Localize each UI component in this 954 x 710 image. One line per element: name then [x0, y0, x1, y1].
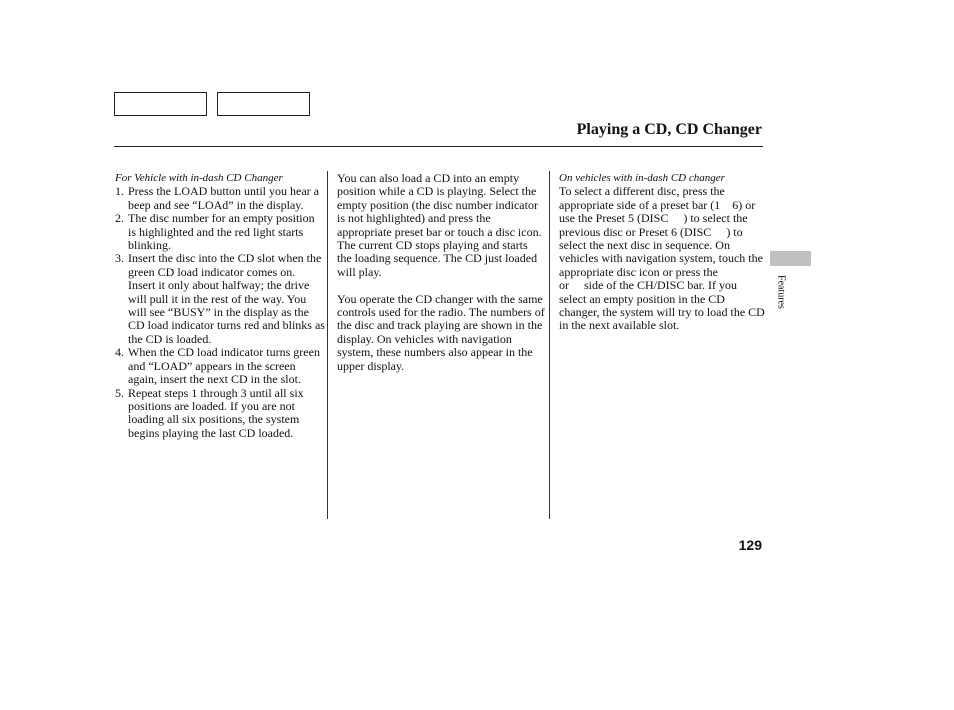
step-number: 1.	[115, 184, 124, 199]
step-3	[115, 252, 325, 346]
step-1	[115, 185, 325, 212]
step-number: 2.	[115, 211, 124, 226]
column-1-subhead: For Vehicle with in-dash CD Changer	[115, 172, 283, 184]
step-number: 5.	[115, 385, 124, 400]
step-text: Repeat steps 1 through 3 until all six positions are loaded. If you are not loading all six positions, the system begins playing the last CD loaded.	[128, 385, 304, 440]
step-text: Insert the disc into the CD slot when the green CD load indicator comes on. Insert it only about halfway; the drive will pull it in the rest of the way. You will see “BUSY” in the display as the CD load indicator turns red and blinks as the CD is loaded.	[128, 251, 325, 346]
step-text: When the CD load indicator turns green and “LOAD” appears in the screen again, insert the next CD in the slot.	[128, 345, 320, 387]
nav-box-left[interactable]	[114, 92, 207, 116]
column-divider-1	[327, 171, 328, 519]
column-3-subhead: On vehicles with in-dash CD changer	[559, 172, 725, 184]
section-tab	[770, 251, 811, 266]
column-divider-2	[549, 171, 550, 519]
title-rule	[114, 146, 763, 147]
column-2-paragraph-1: You can also load a CD into an empty position while a CD is playing. Select the empty position (the disc number indicator is not highlighted) and press the appropriate preset bar or touch a disc icon. The current CD stops playing and starts the loading sequence. The CD just loaded will play.	[337, 171, 542, 279]
page-number: 129	[738, 537, 762, 553]
step-2	[115, 212, 325, 252]
column-2	[337, 172, 545, 386]
section-label: Features	[775, 275, 787, 309]
step-number: 4.	[115, 345, 124, 360]
column-3-paragraph: To select a different disc, press the appropriate side of a preset bar (1 6) or use the Preset 5 (DISC ) to select the previous disc or Preset 6 (DISC ) to select the next disc in sequence. On vehicles with navigation system, touch the appropriate disc icon or press the or side of the CH/DISC bar. If you select an empty position in the CD changer, the system will try to load the CD in the next available slot.	[559, 184, 765, 333]
page-title: Playing a CD, CD Changer	[576, 121, 762, 138]
column-2-paragraph-2: You operate the CD changer with the same controls used for the radio. The numbers of the disc and track playing are shown in the display. On vehicles with navigation system, these numbers also appear in the upper display.	[337, 291, 545, 373]
nav-box-right[interactable]	[217, 92, 310, 116]
step-text: The disc number for an empty position is highlighted and the red light starts blinking.	[128, 211, 315, 253]
step-5	[115, 387, 325, 441]
step-text: Press the LOAD button until you hear a beep and see “LOAd” in the display.	[128, 184, 319, 212]
column-3	[559, 172, 765, 333]
column-1	[115, 172, 325, 440]
step-number: 3.	[115, 251, 124, 266]
step-4	[115, 346, 325, 386]
